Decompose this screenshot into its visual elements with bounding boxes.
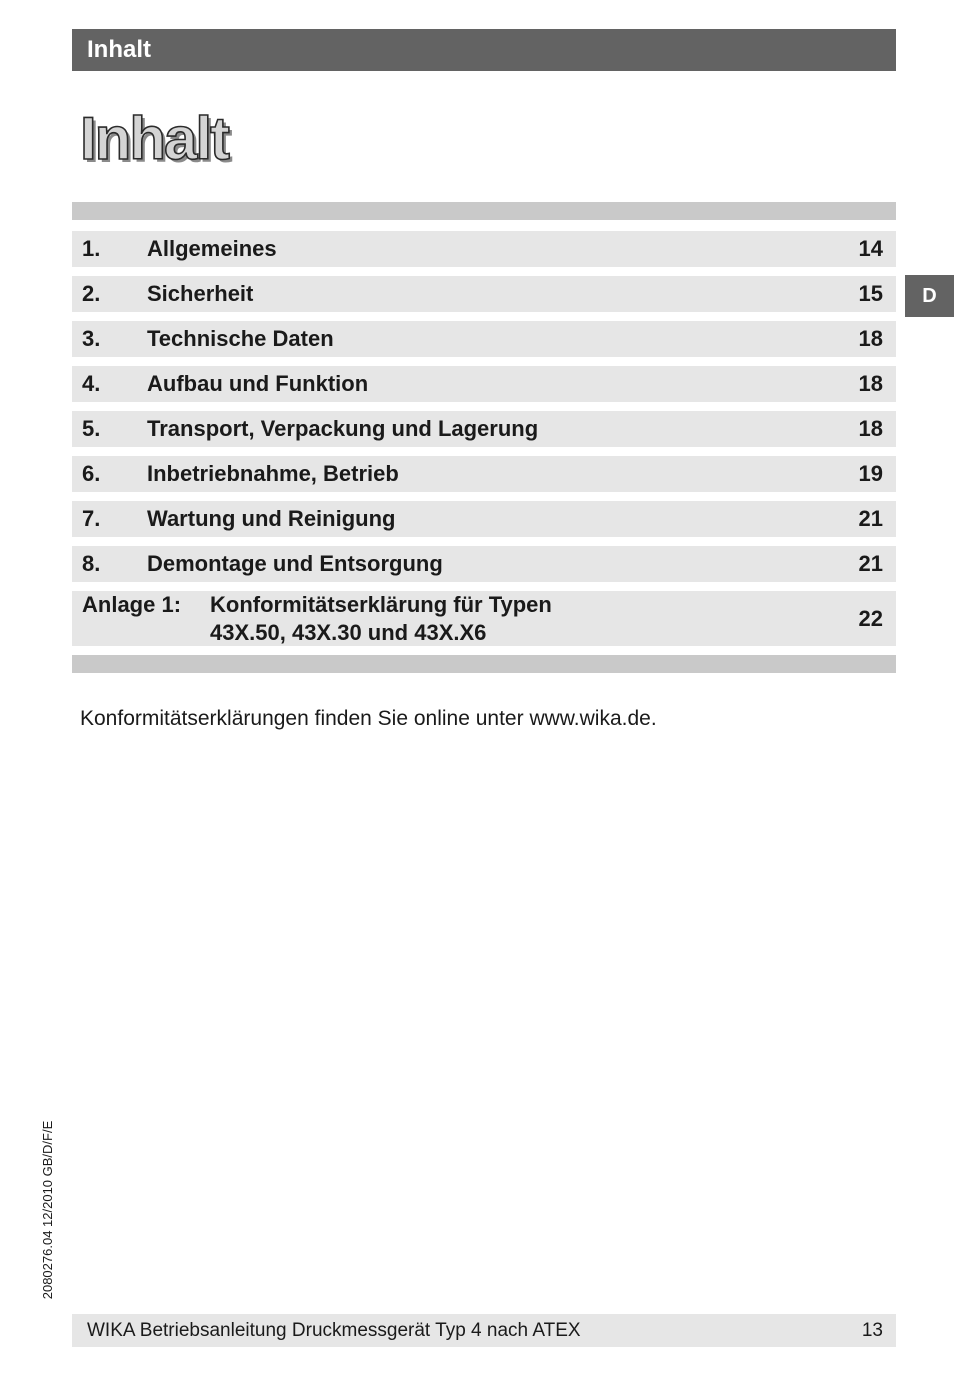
toc-entry-page: 21 <box>858 506 883 531</box>
toc-entry-page: 14 <box>858 236 883 261</box>
toc-entry-title: Transport, Verpackung und Lagerung <box>147 416 539 441</box>
language-tab: D <box>905 275 954 317</box>
toc-entry-title: Allgemeines <box>147 236 277 261</box>
toc-entry-title: Demontage und Entsorgung <box>147 551 443 576</box>
toc-entry-wartung[interactable] <box>72 501 896 537</box>
toc-entry-page: 19 <box>858 461 883 486</box>
toc-entry-page: 18 <box>858 326 883 351</box>
page-footer <box>72 1314 896 1347</box>
toc-annex-title-line1: Konformitätserklärung für Typen <box>210 592 552 617</box>
toc-entry-number: 8. <box>82 551 101 576</box>
toc-entry-annex[interactable] <box>72 591 896 646</box>
toc-annex-title <box>210 591 552 647</box>
toc-entry-inbetriebnahme[interactable] <box>72 456 896 492</box>
toc-entry-number: 5. <box>82 416 101 441</box>
toc-entry-demontage[interactable] <box>72 546 896 582</box>
section-header-title: Inhalt <box>87 36 151 63</box>
toc-entry-number: 2. <box>82 281 101 306</box>
toc-entry-title: Aufbau und Funktion <box>147 371 369 396</box>
toc-annex-label: Anlage 1: <box>82 592 182 617</box>
toc-entry-title: Wartung und Reinigung <box>147 506 396 531</box>
document-code: 2080276.04 12/2010 GB/D/F/E <box>40 1120 55 1300</box>
toc-entry-technische-daten[interactable] <box>72 321 896 357</box>
toc-entry-page: 18 <box>858 371 883 396</box>
toc-entry-page: 22 <box>858 606 883 631</box>
section-header <box>72 29 896 71</box>
page-title: Inhalt <box>80 105 228 172</box>
toc-entry-number: 7. <box>82 506 101 531</box>
toc-entry-title: Sicherheit <box>147 281 254 306</box>
toc-entry-aufbau-und-funktion[interactable] <box>72 366 896 402</box>
toc-entry-number: 1. <box>82 236 101 261</box>
toc-entry-number: 3. <box>82 326 101 351</box>
toc-entry-sicherheit[interactable] <box>72 276 896 312</box>
toc-entry-allgemeines[interactable] <box>72 231 896 267</box>
toc-top-rule <box>72 202 896 220</box>
toc-entry-page: 21 <box>858 551 883 576</box>
toc-entry-page: 15 <box>858 281 883 306</box>
toc-bottom-rule <box>72 655 896 673</box>
footer-page-number: 13 <box>861 1320 883 1341</box>
toc-entry-number: 4. <box>82 371 101 396</box>
toc-entry-number: 6. <box>82 461 101 486</box>
toc-entry-title: Inbetriebnahme, Betrieb <box>147 461 399 486</box>
footer-title: WIKA Betriebsanleitung Druckmessgerät Typ 4 nach ATEX <box>87 1320 581 1341</box>
toc-entry-page: 18 <box>858 416 883 441</box>
conformity-note: Konformitätserklärungen finden Sie online unter www.wika.de. <box>80 707 657 730</box>
toc-entry-transport[interactable] <box>72 411 896 447</box>
table-of-contents <box>72 231 896 646</box>
toc-entry-title: Technische Daten <box>147 326 334 351</box>
toc-annex-title-line2: 43X.50, 43X.30 und 43X.X6 <box>210 620 487 645</box>
